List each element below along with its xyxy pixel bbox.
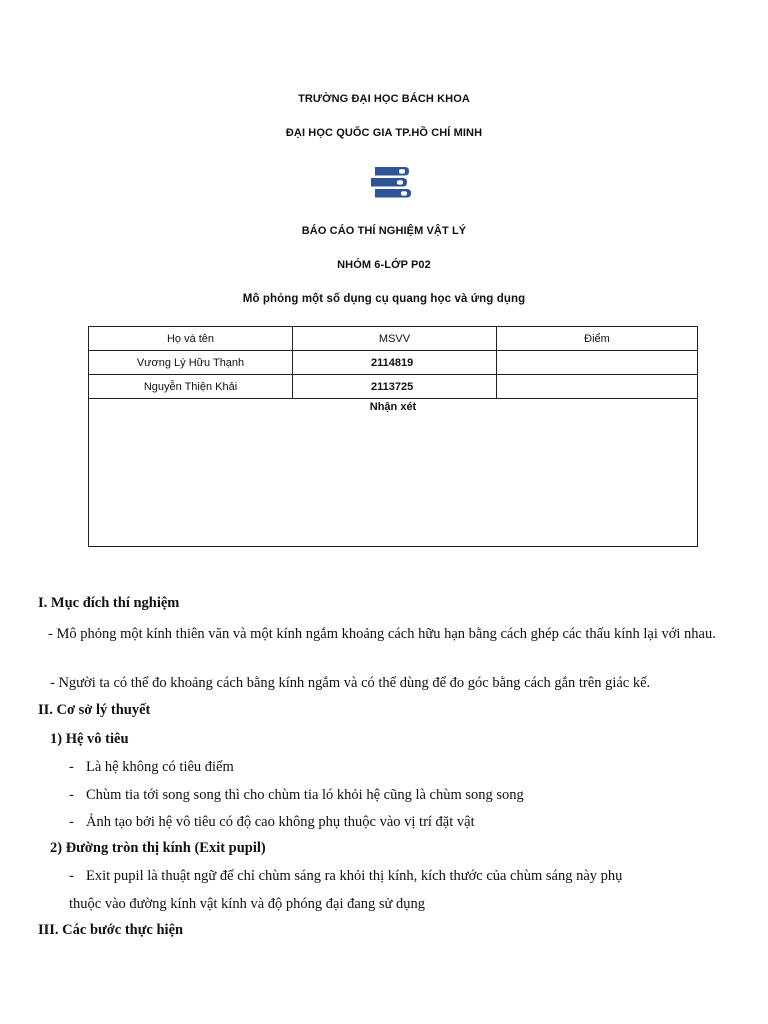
header-id: MSVV [293, 327, 497, 351]
books-stack-icon [369, 164, 415, 204]
header-name: Họ và tên [89, 327, 293, 351]
section-3-title: III. Các bước thực hiện [38, 922, 184, 938]
university-name: TRƯỜNG ĐẠI HỌC BÁCH KHOA [298, 93, 470, 105]
list-bullet: - [69, 868, 74, 884]
section-1-paragraph-2: - Người ta có thể đo khoảng cách bằng kính ngắm và có thể dùng để đo góc bằng cách gắn trên giác kế. [50, 675, 651, 691]
national-university-name: ĐẠI HỌC QUỐC GIA TP.HỒ CHÍ MINH [285, 127, 483, 139]
student-info-table [88, 326, 698, 547]
list-bullet: - [69, 787, 74, 803]
list-item: Ảnh tạo bởi hệ vô tiêu có độ cao không phụ thuộc vào vị trí đặt vật [86, 814, 475, 830]
list-item-continuation: thuộc vào đường kính vật kính và độ phóng đại đang sử dụng [69, 896, 426, 912]
section-2-subtitle-2: 2) Đường tròn thị kính (Exit pupil) [50, 840, 266, 856]
student-name: Nguyễn Thiện Khải [89, 375, 293, 399]
report-title: BÁO CÁO THÍ NGHIỆM VẬT LÝ [301, 225, 467, 237]
remark-label: Nhận xét [89, 399, 698, 547]
table-header-row [89, 327, 698, 351]
student-id: 2113725 [293, 375, 497, 399]
student-id: 2114819 [293, 351, 497, 375]
list-item: Chùm tia tới song song thì cho chùm tia ló khỏi hệ cũng là chùm song song [86, 787, 524, 803]
list-bullet: - [69, 759, 74, 775]
subject-title: Mô phỏng một số dụng cụ quang học và ứng dụng [242, 293, 526, 305]
list-bullet: - [69, 814, 74, 830]
section-2-title: II. Cơ sở lý thuyết [38, 702, 151, 718]
remark-row [89, 399, 698, 547]
list-item: Là hệ không có tiêu điểm [86, 759, 234, 775]
student-score [497, 375, 698, 399]
student-score [497, 351, 698, 375]
section-1-title: I. Mục đích thí nghiệm [38, 595, 180, 611]
header-score: Điểm [497, 327, 698, 351]
group-name: NHÓM 6-LỚP P02 [337, 259, 431, 271]
section-1-paragraph-1: - Mô phỏng một kính thiên văn và một kính ngắm khoảng cách hữu hạn bằng cách ghép các thấu kính lại với nhau. [48, 626, 716, 642]
student-name: Vương Lý Hữu Thạnh [89, 351, 293, 375]
table-row [89, 351, 698, 375]
table-row [89, 375, 698, 399]
section-2-subtitle-1: 1) Hệ vô tiêu [50, 731, 129, 747]
list-item: Exit pupil là thuật ngữ để chỉ chùm sáng ra khỏi thị kính, kích thước của chùm sáng này phụ [86, 868, 623, 884]
